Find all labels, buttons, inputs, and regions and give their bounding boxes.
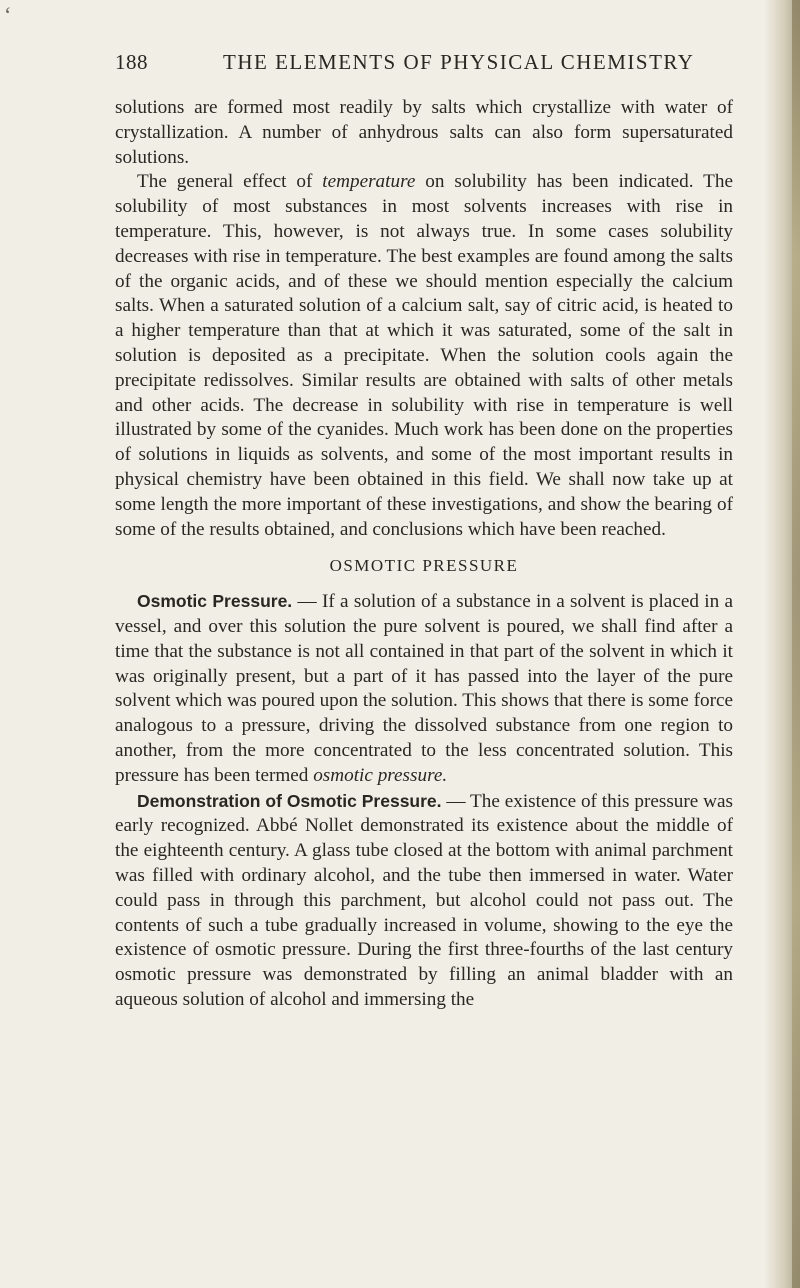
- paragraph-text: The general effect of: [137, 171, 323, 193]
- paragraph-demonstration: [115, 789, 733, 1013]
- paragraph-continuation: [115, 96, 733, 170]
- page-binding-edge: [792, 0, 800, 1288]
- page-number: 188: [115, 50, 148, 74]
- emphasis-temperature: temperature: [322, 171, 416, 193]
- paragraph-temperature: [115, 170, 733, 542]
- run-in-heading: Demonstration of Osmotic Pressure.: [137, 790, 442, 811]
- section-heading: OSMOTIC PRESSURE: [329, 556, 519, 576]
- running-head-title: THE ELEMENTS OF PHYSICAL CHEMISTRY: [223, 50, 695, 74]
- emphasis-osmotic-pressure: osmotic pressure.: [313, 764, 448, 786]
- paragraph-text: — If a solution of a substance in a solvent is placed in a vessel, and over this solution the pure solvent is poured, we shall find after a time that the substance is not all contained in that part of the solvent in which it was originally present, but a part of it has passed into the layer of the pure solvent which was poured upon the solution. This shows that there is some force analogous to a pressure, driving the dissolved substance from one region to another, from the more concentrated to the less concentrated solution. This pressure has been termed: [115, 591, 734, 786]
- paragraph-osmotic-pressure: [115, 589, 733, 788]
- paragraph-text: — The existence of this pressure was early recognized. Abbé Nollet demonstrated its existence about the middle of the eighteenth century. A glass tube closed at the bottom with animal parchment was filled with ordinary alcohol, and the tube then immersed in water. Water could pass in through this parchment, but alcohol could not pass out. The contents of such a tube gradually increased in volume, showing to the eye the existence of osmotic pressure. During the first three-fourths of the last century osmotic pressure was demonstrated by filling an animal bladder with an aqueous solution of alcohol and immersing the: [115, 790, 733, 1010]
- running-head: [115, 50, 727, 80]
- page-corner-mark: ‘: [4, 2, 12, 27]
- paragraph-text: solutions are formed most readily by salts which crystallize with water of crystallization. A number of anhydrous salts can also form supersaturated solutions.: [115, 97, 733, 168]
- paragraph-text: on solubility has been indicated. The solubility of most substances in most solvents increases with rise in temperature. This, however, is not always true. In some cases solubility decreases with rise in temperature. The best examples are found among the salts of the organic acids, and of these we should mention especially the calcium salts. When a saturated solution of a calcium salt, say of citric acid, is heated to a higher temperature than that at which it was saturated, some of the salt in solution is deposited as a precipitate. When the solution cools again the precipitate redissolves. Similar results are obtained with salts of other metals and other acids. The decrease in solubility with rise in temperature is well illustrated by some of the cyanides. Much work has been done on the properties of solutions in liquids as solvents, and some of the most important results in physical chemistry have been obtained in this field. We shall now take up at some length the more important of these investigations, and show the bearing of some of the results obtained, and conclusions which have been reached.: [115, 171, 733, 540]
- body-text: [115, 96, 733, 1013]
- run-in-heading: Osmotic Pressure.: [137, 591, 293, 612]
